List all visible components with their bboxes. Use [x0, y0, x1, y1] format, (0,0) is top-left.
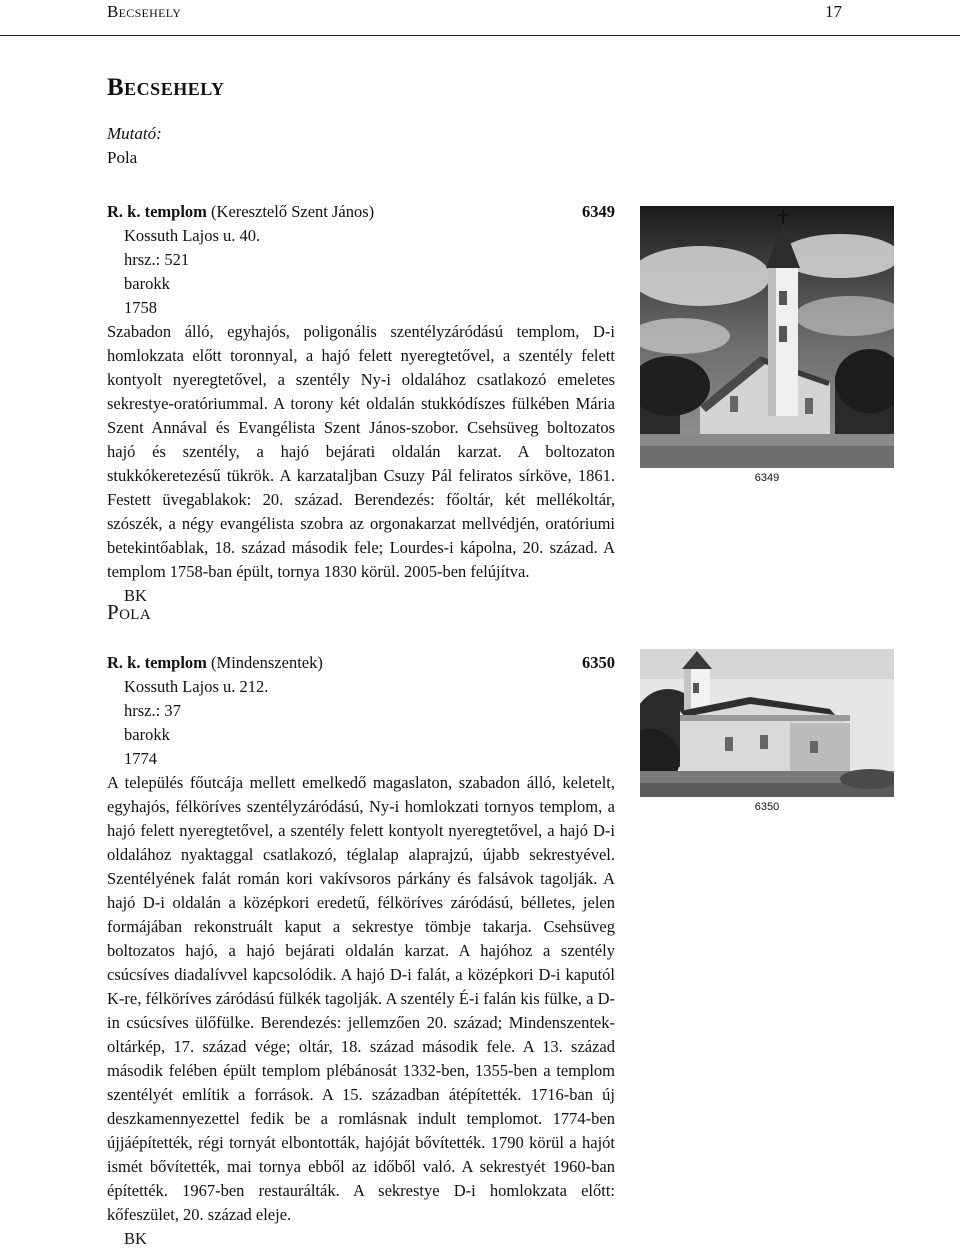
entry-description: A település főutcája mellett emelkedő magaslaton, szabadon álló, keletelt, egyhajós, félköríves szentélyzáródású, Ny-i homlokzati tornyos templom, a hajó felett nyeregtetővel, a szentély felett kontyolt nyeregtetővel, a hajó D-i oldalához nyaktaggal csatlakozó, téglalap alaprajzú, újabb sekrestyével. Szentélyének falát román kori vakívsoros párkány és falsávok tagolják. A hajó D-i oldalán a középkori eredetű, félköríves záródású, bélletes, jelen formájában rekonstruált kaput a sekrestye tömbje takarja. Csehsüveg boltozatos hajó, a hajó bejárati oldalán karzat. A hajóhoz a szentély csúcsíves diadalívvel kapcsolódik. A hajó D-i falát, a középkori D-i kaputól K-re, félköríves záródású fülkék tagolják. A szentély É-i falán kis fülke, a D-in csúcsíves ülőfülke. Berendezés: jellemzően 20. század; Mindenszentek-oltárkép, 17. század vége; oltár, 18. század második fele. A 13. század második felében épült templom plébánosát 1332-ben, 1355-ben a templom szentélyét említik a források. A 15. században átépítették. 1716-ban új deszkamennyezettel fedik be a romlásnak indult templomot. 1774-ben újjáépítették, régi tornyát elbontották, hajóját bővítették. 1790 körül a hajót ismét bővítették, mai tornya ebből az időből való. A sekrestyét 1960-ban építették. 1967-ben restaurálták. A sekrestye D-i homlokzata előtt: kőfeszület, 20. század eleje. [107, 773, 615, 1224]
church-photo-6350 [640, 649, 894, 797]
entry-number: 6349 [582, 202, 615, 221]
entry-author: BK [124, 586, 147, 605]
entry-year: 1758 [124, 298, 157, 317]
entry-style: barokk [124, 274, 170, 293]
entry-style: barokk [124, 725, 170, 744]
photo-6350 [640, 649, 894, 813]
entry-hrsz: hrsz.: 521 [124, 250, 190, 269]
photo-caption: 6350 [754, 801, 780, 813]
running-header-title: Becsehely [107, 2, 182, 21]
header-divider [0, 35, 960, 36]
mutato-value: Pola [107, 148, 138, 167]
entry-dedication: (Mindenszentek) [206, 653, 323, 672]
page-title: Becsehely [107, 74, 225, 101]
entry-type: R. k. templom [107, 653, 207, 672]
entry-address: Kossuth Lajos u. 40. [124, 226, 261, 245]
entry-author: BK [124, 1229, 147, 1248]
mutato-label: Mutató: [107, 124, 162, 143]
entry-year: 1774 [124, 749, 157, 768]
entry-type: R. k. templom [107, 202, 207, 221]
photo-6349 [640, 206, 894, 484]
entry-heading [107, 200, 615, 224]
section-title: Pola [107, 600, 152, 624]
church-photo-6349 [640, 206, 894, 468]
entry-number: 6350 [582, 653, 615, 672]
entry-dedication: (Keresztelő Szent János) [206, 202, 375, 221]
entry-description: Szabadon álló, egyhajós, poligonális szentélyzáródású templom, D-i homlokzata előtt toronnyal, a hajó felett nyeregtetővel, a szentély felett kontyolt nyeregtetővel, a szentély Ny-i oldalához csatlakozó emeletes sekrestye-oratóriummal. A torony két oldalán stukkódíszes fülkében Mária Szent Annával és Evangélista Szent János-szobor. Csehsüveg boltozatos hajó és szentély, a hajó bejárati oldalán karzat. A boltozaton stukkókeretezésű tükrök. A karzataljban Csuzy Pál feliratos sírköve, 1861. Festett üvegablakok: 20. század. Berendezés: főoltár, két mellékoltár, szószék, a négy evangélista szobra az orgonakarzat mellvédjén, oratóriumi betekintőablak, 18. század második fele; Lourdes-i kápolna, 20. század. A templom 1758-ban épült, tornya 1830 körül. 2005-ben felújítva. [107, 322, 615, 581]
entry-6350 [107, 651, 615, 1251]
entry-heading [107, 651, 615, 675]
entry-hrsz: hrsz.: 37 [124, 701, 181, 720]
page-number: 17 [825, 2, 842, 21]
photo-caption: 6349 [754, 472, 780, 484]
entry-address: Kossuth Lajos u. 212. [124, 677, 269, 696]
entry-6349 [107, 200, 615, 608]
